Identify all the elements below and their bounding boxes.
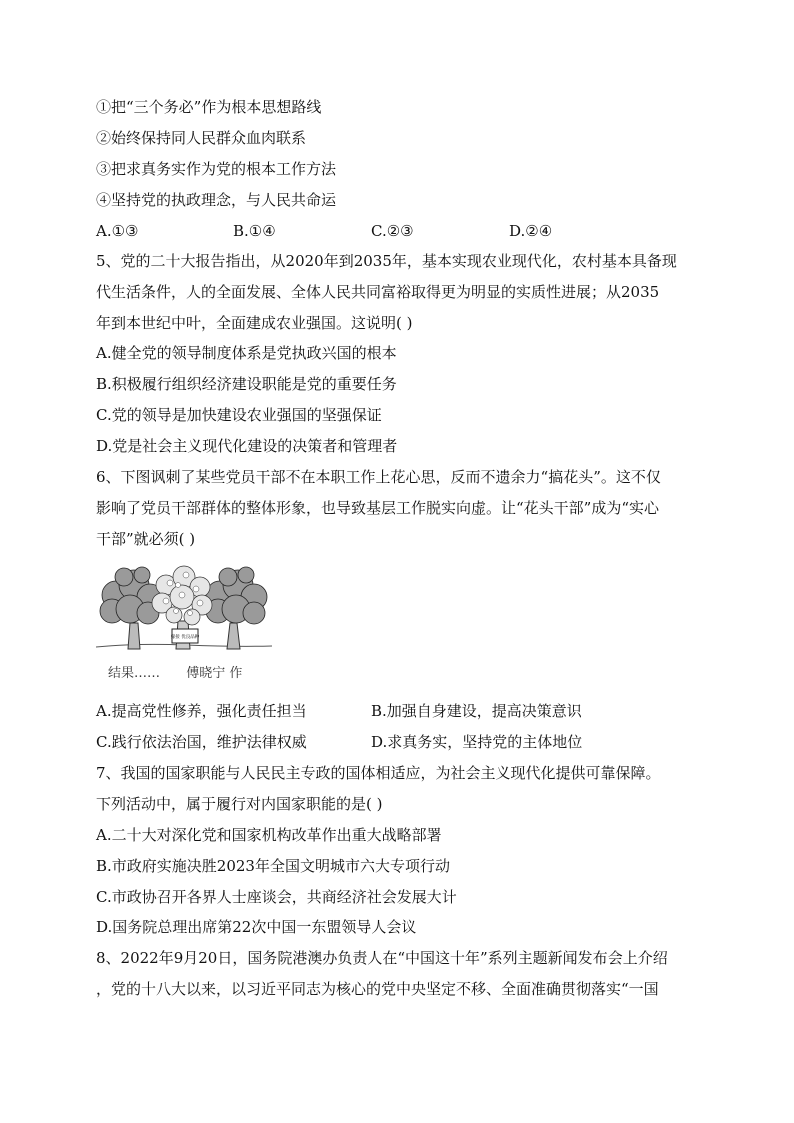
q4-item-4: ④坚持党的执政理念，与人民共命运 [96,191,337,209]
q5-stem-line-1: 5、党的二十大报告指出，从2020年到2035年，基本实现农业现代化，农村基本具备现 [96,252,677,270]
cartoon-caption-author: 傅晓宁 作 [186,666,243,681]
q8-stem-line-1: 8、2022年9月20日，国务院港澳办负责人在“中国这十年”系列主题新闻发布会上介绍 [96,949,668,967]
q4-item-3: ③把求真务实作为党的根本工作方法 [96,160,337,178]
cartoon-caption [108,665,242,683]
q8-stem-line-2: ，党的十八大以来，以习近平同志为核心的党中央坚定不移、全面准确贯彻落实“一国 [96,980,659,998]
q4-item-1: ①把“三个务必”作为根本思想路线 [96,98,322,116]
q6-stem-line-3: 干部”就必须( ) [96,530,196,548]
q5-option-a: A.健全党的领导制度体系是党执政兴国的根本 [96,344,397,362]
q6-stem-line-2: 影响了党员干部群体的整体形象，也导致基层工作脱实向虚。让“花头干部”成为“实心 [96,499,660,517]
q5-stem-line-2: 代生活条件，人的全面发展、全体人民共同富裕取得更为明显的实质性进展；从2035 [96,283,660,301]
q5-option-c: C.党的领导是加快建设农业强国的坚强保证 [96,406,382,424]
q4-choice-a: A.①③ [96,222,139,240]
q7-stem-line-1: 7、我国的国家职能与人民民主专政的国体相适应，为社会主义现代化提供可靠保障。 [96,764,661,782]
cartoon-caption-title: 结果…… [108,666,161,681]
q7-option-b: B.市政府实施决胜2023年全国文明城市六大专项行动 [96,857,450,875]
q6-option-d: D.求真务实，坚持党的主体地位 [371,733,583,751]
q7-option-a: A.二十大对深化党和国家机构改革作出重大战略部署 [96,826,442,844]
q7-option-d: D.国务院总理出席第22次中国一东盟领导人会议 [96,918,417,936]
q7-option-c: C.市政协召开各界人士座谈会，共商经济社会发展大计 [96,888,457,906]
q5-option-b: B.积极履行组织经济建设职能是党的重要任务 [96,375,397,393]
q4-choice-c: C.②③ [371,222,414,240]
q7-stem-line-2: 下列活动中，属于履行对内国家职能的是( ) [96,795,383,813]
q6-option-a: A.提高党性修养，强化责任担当 [96,702,307,720]
q5-stem-line-3: 年到本世纪中叶，全面建成农业强国。这说明( ) [96,314,413,332]
q6-stem-line-1: 6、下图讽刺了某些党员干部不在本职工作上花心思，反而不遗余力“搞花头”。这不仅 [96,468,661,486]
q4-item-2: ②始终保持同人民群众血肉联系 [96,129,307,147]
q4-choice-d: D.②④ [509,222,553,240]
q6-option-b: B.加强自身建设，提高决策意识 [371,702,582,720]
q6-option-c: C.践行依法治国，维护法律权威 [96,733,307,751]
cartoon-image [96,565,272,657]
cartoon-sign-text: 嫁接 优良品种 [170,635,200,640]
q4-choice-b: B.①④ [233,222,276,240]
q5-option-d: D.党是社会主义现代化建设的决策者和管理者 [96,437,398,455]
